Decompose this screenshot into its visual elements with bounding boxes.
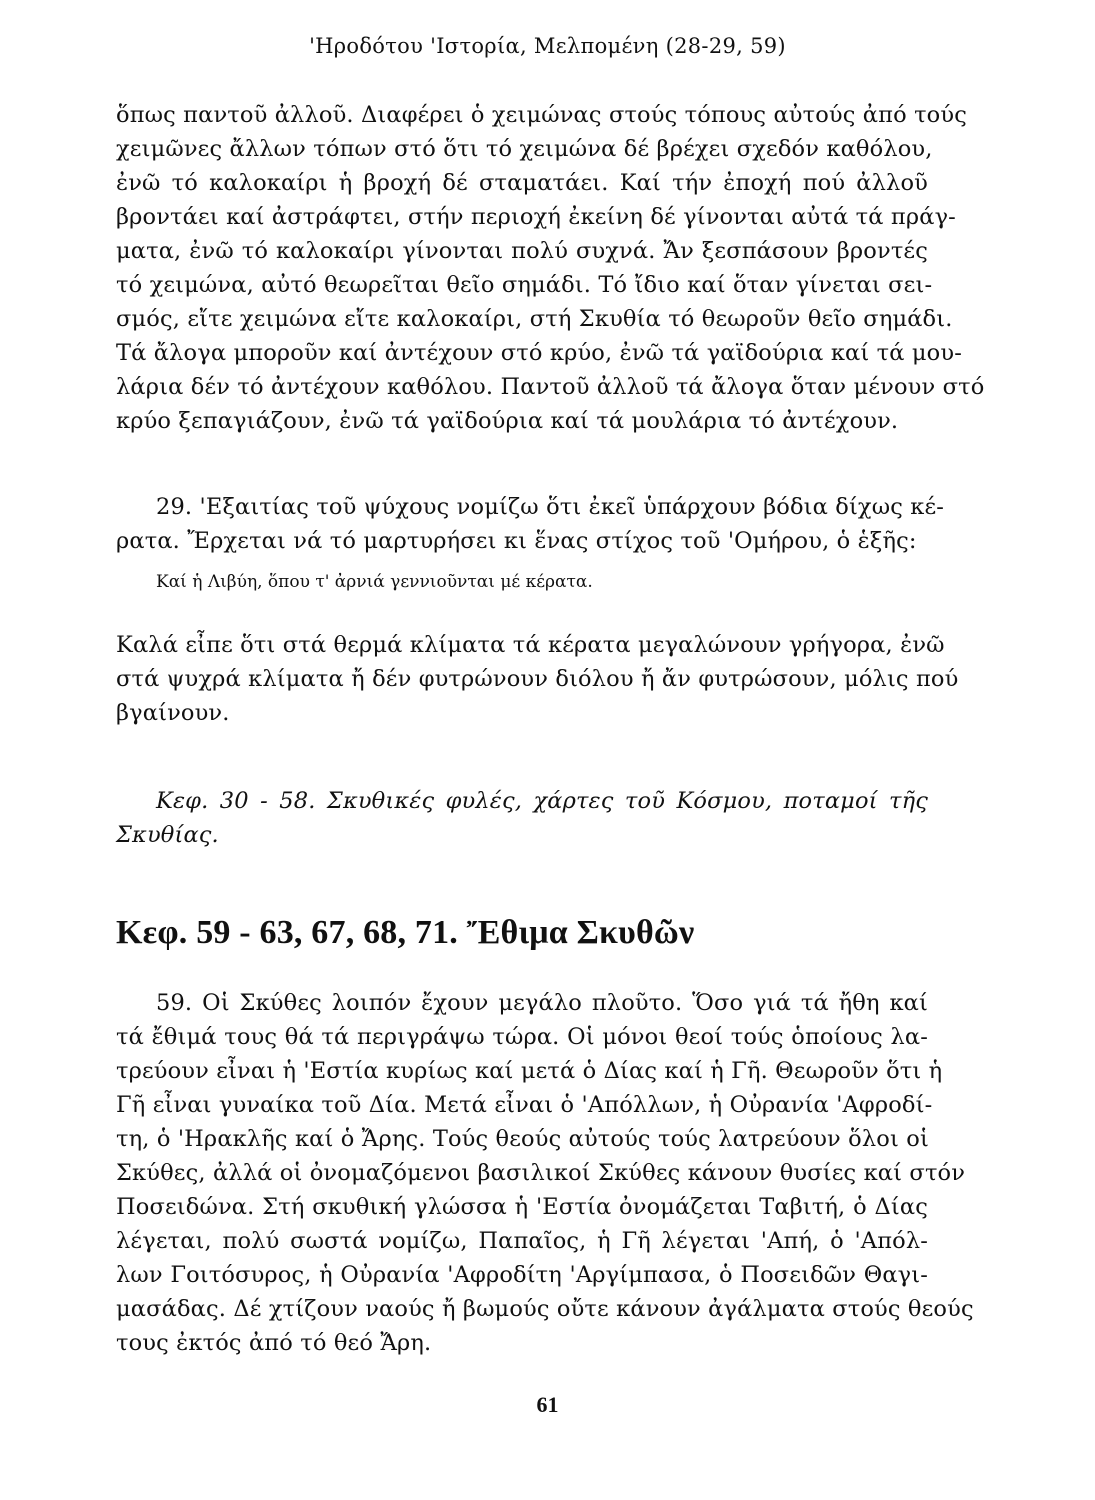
text-line: τά ἔθιμά τους θά τά περιγράψω τώρα. Οἱ μόνοι θεοί τούς ὁποίους λα- [116,1024,928,1050]
verse-line: Καί ἡ Λιβύη, ὅπου τ' ἀρνιά γεννιοῦνται μέ κέρατα. [156,572,593,592]
text-line: Σκυθίας. [116,822,219,848]
text-line: 29. 'Εξαιτίας τοῦ ψύχους νομίζω ὅτι ἐκεῖ ὑπάρχουν βόδια δίχως κέ- [156,494,945,520]
text-line: μασάδας. Δέ χτίζουν ναούς ἤ βωμούς οὔτε κάνουν ἀγάλματα στούς θεούς [116,1296,974,1322]
text-line: βγαίνουν. [116,700,230,726]
text-line: τό χειμώνα, αὐτό θεωρεῖται θεῖο σημάδι. Τό ἴδιο καί ὅταν γίνεται σει- [116,272,933,298]
summary-note-chapters-30-58 [116,784,928,852]
paragraph-29 [116,490,945,558]
text-line: κρύο ξεπαγιάζουν, ἐνῶ τά γαϊδούρια καί τά μουλάρια τό ἀντέχουν. [116,408,899,434]
text-line: τους ἐκτός ἀπό τό θεό Ἄρη. [116,1330,432,1356]
text-line: 59. Οἱ Σκύθες λοιπόν ἔχουν μεγάλο πλοῦτο. Ὅσο γιά τά ἤθη καί [156,990,928,1016]
chapter-heading: Κεφ. 59 - 63, 67, 68, 71. Ἔθιμα Σκυθῶν [116,914,695,951]
text-line: τρεύουν εἶναι ἡ 'Εστία κυρίως καί μετά ὁ Δίας καί ἡ Γῆ. Θεωροῦν ὅτι ἡ [116,1058,943,1084]
text-line: λων Γοιτόσυρος, ἡ Οὐρανία 'Αφροδίτη 'Αργίμπασα, ὁ Ποσειδῶν Θαγι- [116,1262,928,1288]
text-line: λάρια δέν τό ἀντέχουν καθόλου. Παντοῦ ἀλλοῦ τά ἄλογα ὅταν μένουν στό [116,374,985,400]
text-line: Τά ἄλογα μποροῦν καί ἀντέχουν στό κρύο, ἐνῶ τά γαϊδούρια καί τά μου- [116,340,962,366]
text-line: στά ψυχρά κλίματα ἤ δέν φυτρώνουν διόλου ἤ ἄν φυτρώσουν, μόλις πού [116,666,959,692]
text-line: ἐνῶ τό καλοκαίρι ἡ βροχή δέ σταματάει. Καί τήν ἐποχή πού ἀλλοῦ [116,170,928,196]
paragraph-28-end [116,98,985,438]
paragraph-59 [116,986,974,1360]
paragraph-29-continued [116,628,959,730]
text-line: ματα, ἐνῶ τό καλοκαίρι γίνονται πολύ συχνά. Ἄν ξεσπάσουν βροντές [116,238,928,264]
text-line: Καλά εἶπε ὅτι στά θερμά κλίματα τά κέρατα μεγαλώνουν γρήγορα, ἐνῶ [116,632,945,658]
text-line: λέγεται, πολύ σωστά νομίζω, Παπαῖος, ἡ Γῆ λέγεται 'Απή, ὁ 'Απόλ- [116,1228,928,1254]
text-line: Κεφ. 30 - 58. Σκυθικές φυλές, χάρτες τοῦ Κόσμου, ποταμοί τῆς [156,788,928,814]
text-line: σμός, εἴτε χειμώνα εἴτε καλοκαίρι, στή Σκυθία τό θεωροῦν θεῖο σημάδι. [116,306,953,332]
running-head: 'Ηροδότου 'Ιστορία, Μελπομένη (28-29, 59) [309,34,786,58]
text-line: Ποσειδώνα. Στή σκυθική γλώσσα ἡ 'Εστία ὀνομάζεται Ταβιτή, ὁ Δίας [116,1194,928,1220]
page-number: 61 [536,1392,559,1417]
text-line: χειμῶνες ἄλλων τόπων στό ὅτι τό χειμώνα δέ βρέχει σχεδόν καθόλου, [116,136,933,162]
text-line: ρατα. Ἔρχεται νά τό μαρτυρήσει κι ἕνας στίχος τοῦ 'Ομήρου, ὁ ἑξῆς: [116,528,917,554]
homer-verse-quote [116,566,928,598]
text-line: Σκύθες, ἀλλά οἱ ὀνομαζόμενοι βασιλικοί Σκύθες κάνουν θυσίες καί στόν [116,1160,966,1186]
text-line: Γῆ εἶναι γυναίκα τοῦ Δία. Μετά εἶναι ὁ 'Απόλλων, ἡ Οὐρανία 'Αφροδί- [116,1092,933,1118]
text-line: τη, ὁ 'Ηρακλῆς καί ὁ Ἄρης. Τούς θεούς αὐτούς τούς λατρεύουν ὅλοι οἱ [116,1126,929,1152]
text-line: ὅπως παντοῦ ἀλλοῦ. Διαφέρει ὁ χειμώνας στούς τόπους αὐτούς ἀπό τούς [116,102,967,128]
text-line: βροντάει καί ἀστράφτει, στήν περιοχή ἐκείνη δέ γίνονται αὐτά τά πράγ- [116,204,956,230]
